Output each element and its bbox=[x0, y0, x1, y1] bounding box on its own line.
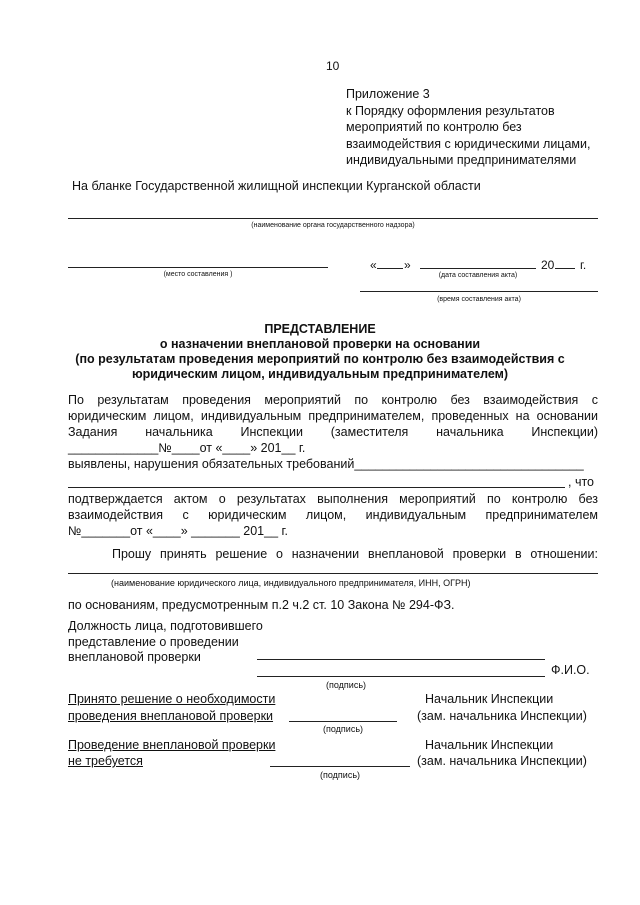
decision-not-required-signer: (зам. начальника Инспекции) bbox=[417, 754, 587, 768]
signatory-line: внеплановой проверки bbox=[68, 650, 201, 664]
signature-caption: (подпись) bbox=[322, 724, 364, 734]
blank-note: На бланке Государственной жилищной инспекции Курганской области bbox=[72, 179, 481, 193]
violations-line bbox=[68, 487, 565, 488]
appendix-line: индивидуальными предпринимателями bbox=[346, 153, 577, 167]
place-caption: (место составления ) bbox=[163, 271, 233, 278]
appendix-line: взаимодействия с юридическими лицами, bbox=[346, 136, 591, 151]
signatory-line: Должность лица, подготовившего bbox=[68, 619, 263, 633]
signatory-position-line bbox=[257, 659, 545, 660]
place-line bbox=[68, 267, 328, 268]
decision-not-required-signature-line bbox=[270, 766, 410, 767]
time-caption: (время составления акта) bbox=[437, 296, 521, 303]
authority-caption: (наименование органа государственного надзора) bbox=[251, 222, 415, 229]
date-caption: (дата составления акта) bbox=[438, 272, 518, 279]
date-year-suffix: г. bbox=[580, 258, 587, 272]
date-year-prefix: 20 bbox=[541, 258, 555, 272]
decision-required-label: проведения внеплановой проверки bbox=[68, 709, 274, 723]
appendix-line: мероприятий по контролю без bbox=[346, 120, 522, 134]
body-text: по основаниям, предусмотренным п.2 ч.2 ст. 10 Закона № 294-ФЗ. bbox=[68, 598, 455, 612]
date-open-quote: « bbox=[370, 258, 377, 272]
signature-caption: (подпись) bbox=[325, 680, 367, 690]
body-text: , что bbox=[568, 475, 594, 489]
body-text: выявлены, нарушения обязательных требований_________________________________ bbox=[68, 457, 584, 471]
signatory-block bbox=[68, 619, 263, 666]
title-sub: о назначении внеплановой проверки на основании bbox=[159, 337, 481, 351]
body-text: подтверждается актом о результатах выполнения мероприятий по контролю без bbox=[68, 492, 598, 506]
appendix-line: Приложение 3 bbox=[346, 87, 430, 101]
body-text: По результатам проведения мероприятий по контролю без взаимодействия с bbox=[68, 393, 598, 407]
decision-required-label: Принято решение о необходимости bbox=[68, 692, 276, 706]
title-sub: юридическим лицом, индивидуальным предпринимателем) bbox=[131, 367, 509, 381]
date-year-line bbox=[555, 268, 575, 269]
title-main: ПРЕДСТАВЛЕНИЕ bbox=[264, 322, 376, 336]
signature-caption: (подпись) bbox=[319, 770, 361, 780]
date-day-line bbox=[377, 268, 403, 269]
body-text: №_______от «____» _______ 201__ г. bbox=[68, 524, 289, 538]
signatory-signature-line bbox=[257, 676, 545, 677]
body-text: Прошу принять решение о назначении внеплановой проверки в отношении: bbox=[112, 547, 598, 561]
signatory-line: представление о проведении bbox=[68, 634, 239, 649]
decision-required-signer: (зам. начальника Инспекции) bbox=[417, 709, 587, 723]
decision-required-signature-line bbox=[289, 721, 397, 722]
document-title bbox=[40, 322, 600, 382]
entity-caption: (наименование юридического лица, индивидуального предпринимателя, ИНН, ОГРН) bbox=[111, 578, 471, 588]
body-text: Задания начальника Инспекции (заместителя начальника Инспекции) bbox=[68, 425, 598, 439]
entity-line bbox=[68, 573, 598, 574]
time-line bbox=[360, 291, 598, 292]
body-text: _____________№____от «____» 201__ г. bbox=[68, 441, 306, 455]
signatory-fio: Ф.И.О. bbox=[551, 663, 590, 677]
decision-not-required-signer: Начальник Инспекции bbox=[425, 738, 554, 752]
title-sub: (по результатам проведения мероприятий по контролю без взаимодействия с bbox=[75, 352, 565, 366]
body-text: юридическим лицом, индивидуальным предпринимателем, проведенных на основании bbox=[68, 409, 598, 423]
appendix-block bbox=[346, 86, 590, 169]
appendix-line: к Порядку оформления результатов bbox=[346, 103, 555, 118]
authority-line bbox=[68, 218, 598, 219]
date-month-line bbox=[420, 268, 536, 269]
date-close-quote: » bbox=[404, 258, 411, 272]
body-text: взаимодействия с юридическим лицом, индивидуальным предпринимателем bbox=[68, 508, 598, 522]
decision-not-required-label: не требуется bbox=[68, 754, 143, 768]
decision-not-required-label: Проведение внеплановой проверки bbox=[68, 738, 276, 752]
page-number: 10 bbox=[326, 59, 340, 73]
decision-required-signer: Начальник Инспекции bbox=[425, 692, 554, 706]
